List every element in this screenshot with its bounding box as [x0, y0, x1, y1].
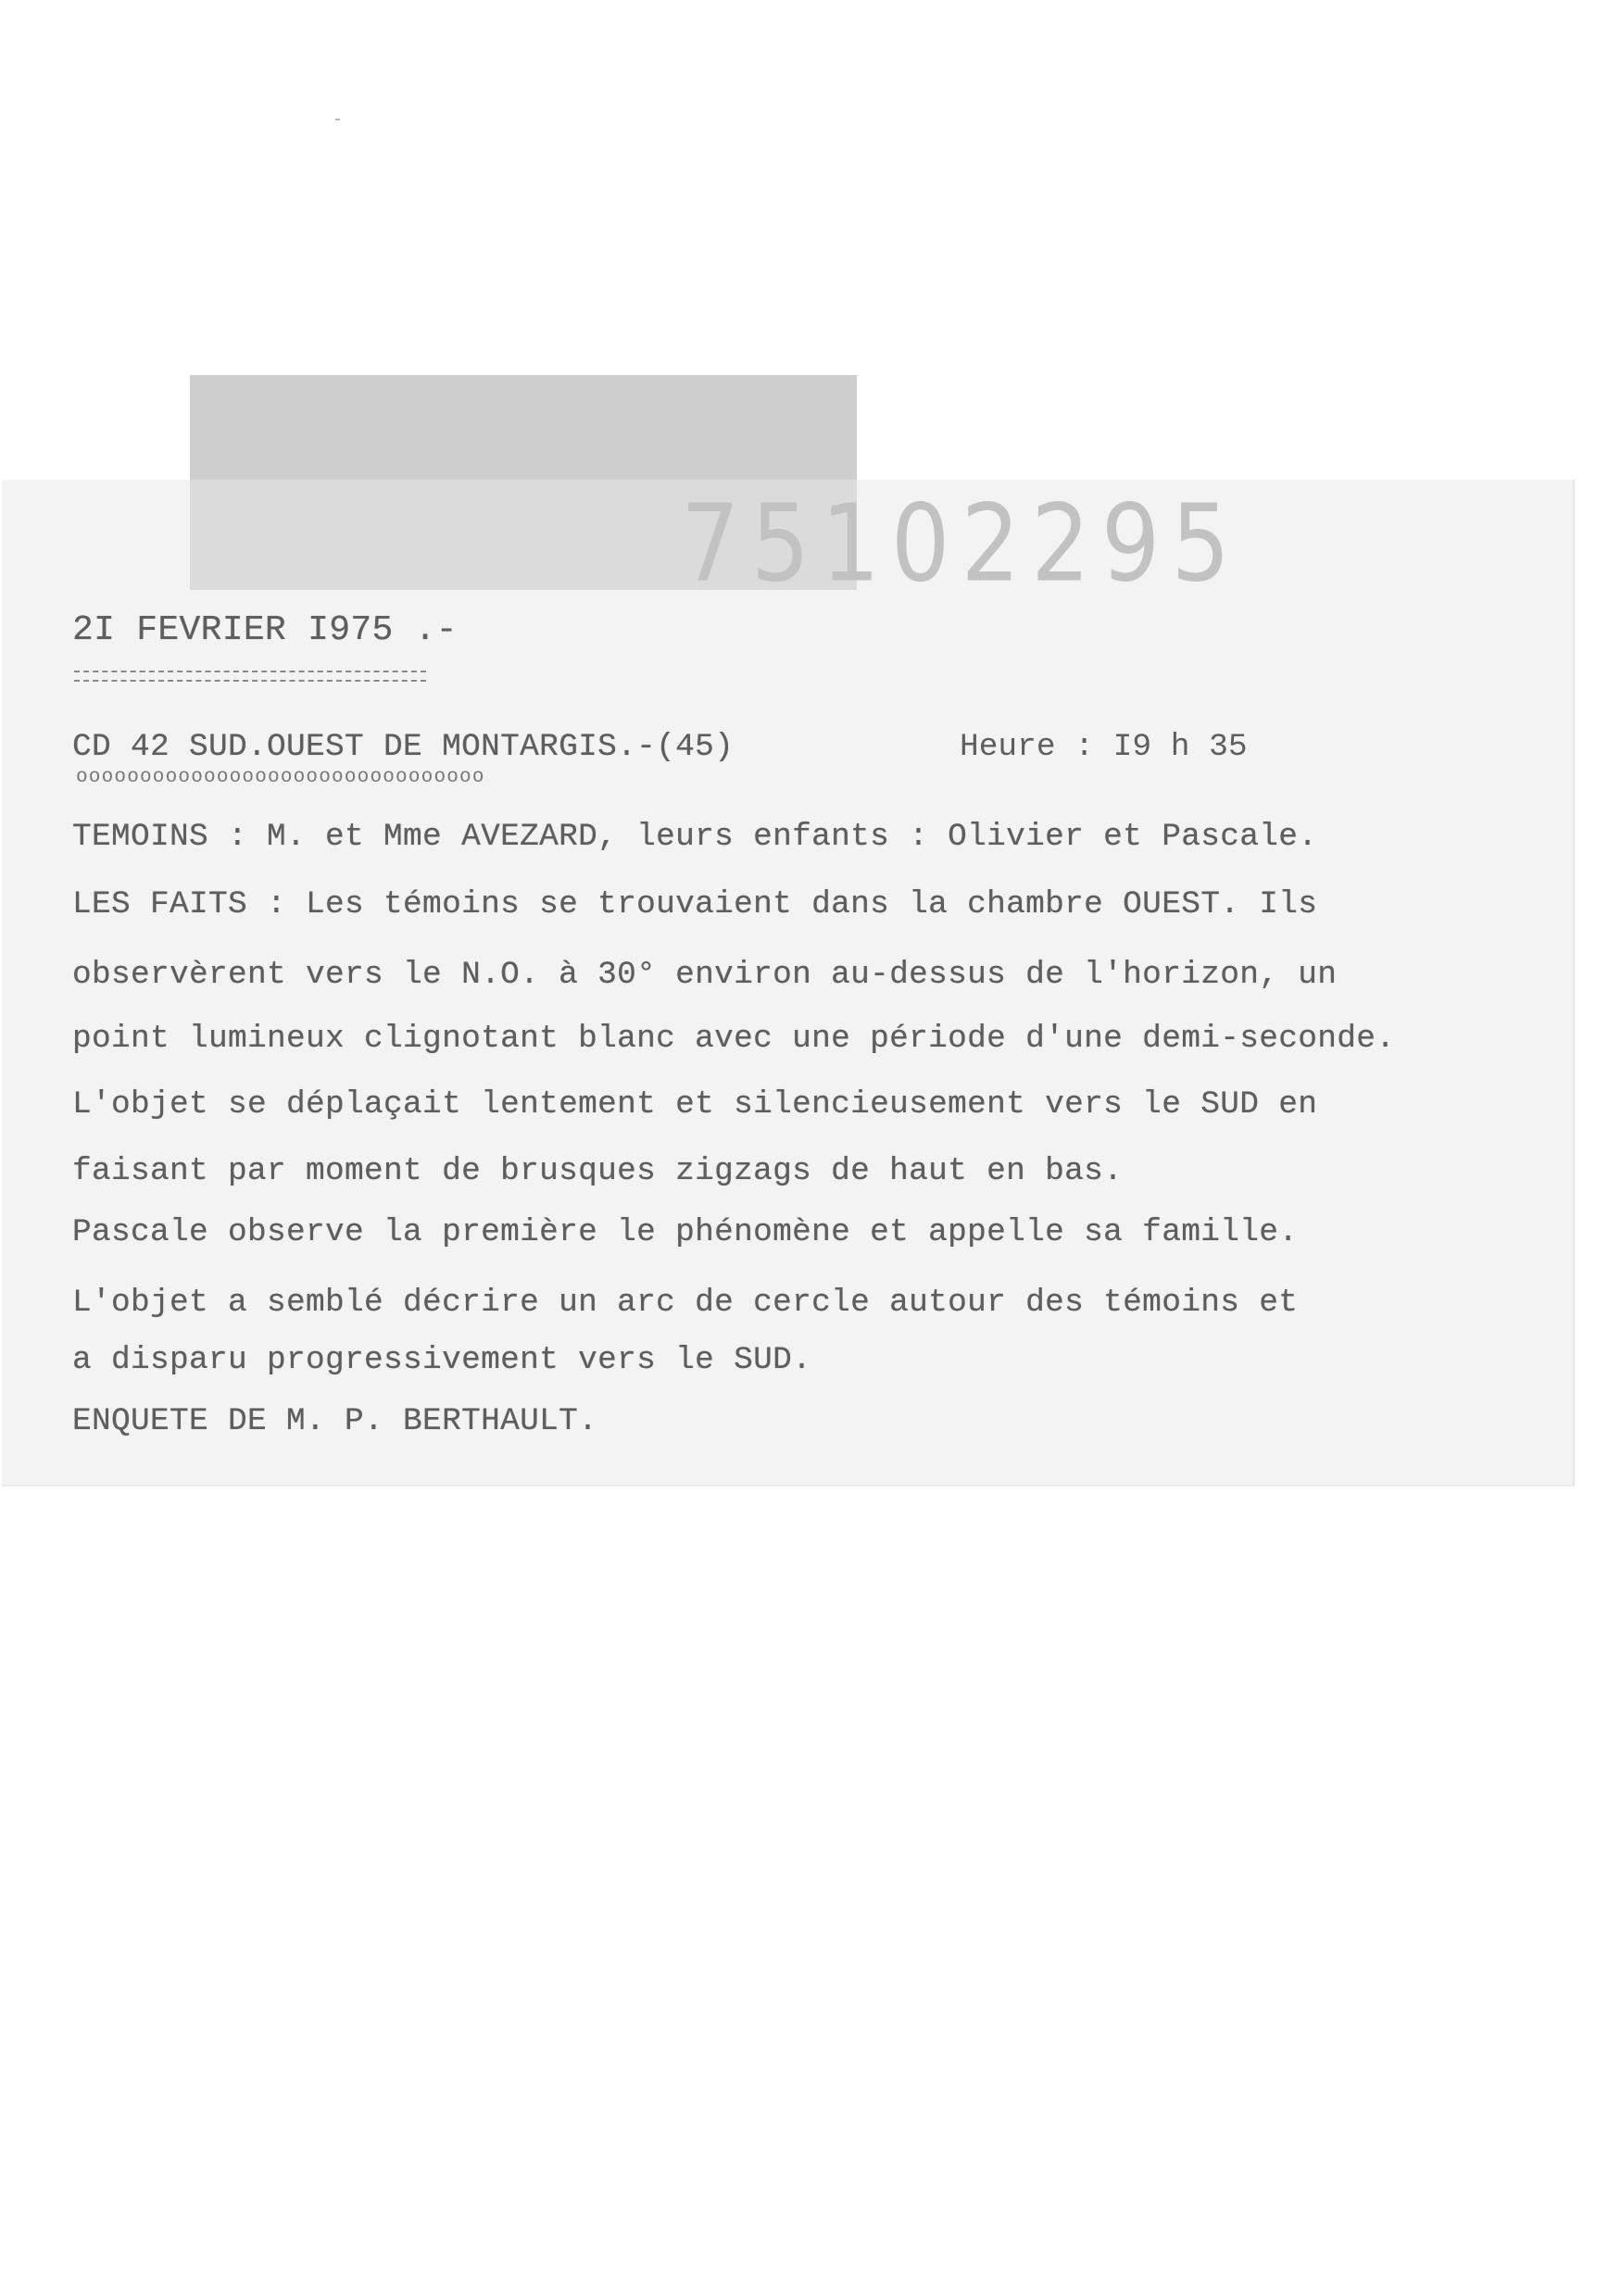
facts-line: L'objet se déplaçait lentement et silencieusement vers le SUD en — [72, 1086, 1318, 1123]
facts-line: point lumineux clignotant blanc avec une période d'une demi-seconde. — [72, 1021, 1396, 1057]
facts-line: a disparu progressivement vers le SUD. — [72, 1342, 812, 1378]
hour-label: Heure : I9 h 35 — [960, 729, 1248, 765]
witnesses-line: TEMOINS : M. et Mme AVEZARD, leurs enfants : Olivier et Pascale. — [72, 819, 1318, 855]
case-date-heading: 2I FEVRIER I975 .- — [72, 610, 458, 650]
facts-line: observèrent vers le N.O. à 30° environ au-dessus de l'horizon, un — [72, 957, 1338, 993]
facts-line: Pascale observe la première le phénomène et appelle sa famille. — [72, 1214, 1299, 1250]
scan-speck — [335, 119, 340, 120]
facts-line: LES FAITS : Les témoins se trouvaient dans la chambre OUEST. Ils — [72, 886, 1318, 922]
serial-number-stamp: 75102295 — [681, 481, 1241, 607]
location-underline: oooooooooooooooooooooooooooooooo — [76, 767, 485, 788]
adhesive-tape-upper — [190, 375, 857, 480]
location-line: CD 42 SUD.OUEST DE MONTARGIS.-(45) — [72, 729, 735, 765]
facts-line: L'objet a semblé décrire un arc de cercle autour des témoins et — [72, 1285, 1299, 1321]
date-underline — [74, 671, 426, 682]
investigator-line: ENQUETE DE M. P. BERTHAULT. — [72, 1403, 598, 1439]
facts-line: faisant par moment de brusques zigzags de haut en bas. — [72, 1153, 1124, 1189]
